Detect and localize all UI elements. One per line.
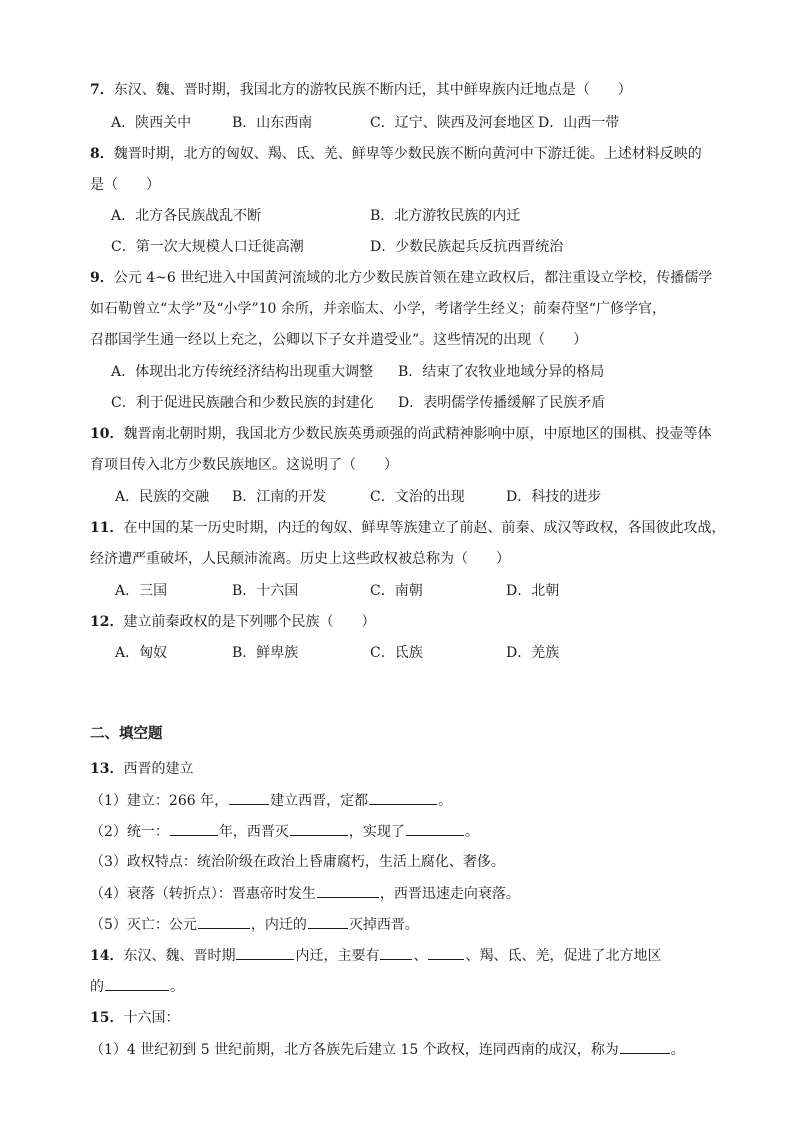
- answer-blank[interactable]: [317, 883, 379, 898]
- option-b: B．北方游牧民族的内迁: [370, 208, 521, 224]
- answer-blank[interactable]: [308, 914, 348, 929]
- question-number: 15: [90, 1010, 110, 1026]
- question-text-line2: 是（ ）: [90, 177, 160, 193]
- answer-blank[interactable]: [380, 945, 412, 960]
- question-text-line2: 育项目传入北方少数民族地区。这说明了（ ）: [90, 457, 398, 473]
- option-d: D．山西一带: [538, 115, 620, 131]
- option-a: A．民族的交融: [115, 489, 210, 505]
- option-c: C．南朝: [370, 583, 423, 599]
- answer-blank[interactable]: [170, 821, 218, 836]
- section-title: 二、填空题: [90, 725, 163, 742]
- question-title: 西晋的建立: [123, 761, 194, 777]
- question-number: 9: [90, 270, 100, 286]
- answer-blank[interactable]: [229, 790, 269, 805]
- option-d: D．少数民族起兵反抗西晋统治: [370, 239, 564, 255]
- question-text-line1: 魏晋时期，北方的匈奴、羯、氐、羌、鲜卑等少数民族不断向黄河中下游迁徙。上述材料反映的: [113, 146, 702, 162]
- q13-part-1: （1）建立：266 年， 建立西晋，定都 。: [90, 790, 452, 811]
- question-number: 12: [90, 614, 110, 630]
- question-number: 8: [90, 146, 100, 162]
- q15-part-1: （1）4 世纪初到 5 世纪前期，北方各族先后建立 15 个政权，连同西南的成汉，称为 。: [90, 1039, 685, 1060]
- answer-blank[interactable]: [105, 976, 169, 991]
- question-text: 建立前秦政权的是下列哪个民族（ ）: [123, 614, 376, 630]
- option-b: B．山东西南: [232, 115, 313, 131]
- answer-blank[interactable]: [620, 1039, 670, 1054]
- option-b: B．鲜卑族: [232, 645, 299, 661]
- answer-blank[interactable]: [406, 821, 464, 836]
- option-a: A．北方各民族战乱不断: [111, 208, 262, 224]
- option-d: D．表明儒学传播缓解了民族矛盾: [398, 395, 606, 411]
- option-c: C．第一次大规模人口迁徙高潮: [111, 239, 304, 255]
- question-number: 7: [90, 82, 100, 98]
- question-number: 14: [90, 948, 110, 964]
- option-c: C．氐族: [370, 645, 423, 661]
- question-number: 13: [90, 761, 110, 777]
- option-d: D．北朝: [506, 583, 560, 599]
- option-a: A．陕西关中: [111, 115, 192, 131]
- option-a: A．匈奴: [115, 645, 168, 661]
- question-text-line1: 公元 4~6 世纪进入中国黄河流域的北方少数民族首领在建立政权后，都注重设立学校，传播儒学: [113, 270, 713, 286]
- question-7: 7．东汉、魏、晋时期，我国北方的游牧民族不断内迁，其中鲜卑族内迁地点是（ ）: [90, 82, 632, 98]
- question-text-line2: 经济遭严重破坏，人民颠沛流离。历史上这些政权被总称为（ ）: [90, 551, 510, 567]
- q14-line2: 的 。: [90, 976, 184, 997]
- question-11: 11．在中国的某一历史时期，内迁的匈奴、鲜卑等族建立了前赵、前秦、成汉等政权，各国彼此攻战，: [90, 520, 726, 536]
- question-14: 14．东汉、魏、晋时期 内迁，主要有 、 、羯、氐、羌，促进了北方地区: [90, 945, 661, 966]
- question-10: 10．魏晋南北朝时期，我国北方少数民族英勇顽强的尚武精神影响中原，中原地区的围棋、投壶等体: [90, 426, 712, 442]
- question-9: 9．公元 4~6 世纪进入中国黄河流域的北方少数民族首领在建立政权后，都注重设立学校，传播儒学: [90, 270, 713, 286]
- q13-part-5: （5）灭亡：公元 ，内迁的 灭掉西晋。: [90, 914, 419, 935]
- question-8: 8．魏晋时期，北方的匈奴、羯、氐、羌、鲜卑等少数民族不断向黄河中下游迁徙。上述材料反映的: [90, 146, 702, 162]
- q13-part-3: （3）政权特点：统治阶级在政治上昏庸腐朽，生活上腐化、奢侈。: [90, 854, 505, 870]
- question-text-line2: 如石勒曾立“太学”及“小学”10 余所，并亲临太、小学，考诸学生经义；前秦苻坚“广修学官，: [90, 301, 667, 317]
- option-c: C．辽宁、陕西及河套地区: [370, 115, 535, 131]
- option-b: B．十六国: [232, 583, 299, 599]
- question-text-line1: 在中国的某一历史时期，内迁的匈奴、鲜卑等族建立了前赵、前秦、成汉等政权，各国彼此攻战，: [123, 520, 726, 536]
- option-d: D．科技的进步: [506, 489, 602, 505]
- option-b: B．江南的开发: [232, 489, 327, 505]
- question-title: 十六国：: [123, 1010, 180, 1026]
- q13-part-4: （4）衰落（转折点）：晋惠帝时发生 ，西晋迅速走向衰落。: [90, 883, 520, 904]
- option-c: C．利于促进民族融合和少数民族的封建化: [111, 395, 374, 411]
- q13-part-2: （2）统一： 年，西晋灭 ，实现了 。: [90, 821, 479, 842]
- answer-blank[interactable]: [198, 914, 250, 929]
- question-text-line3: 召郡国学生通一经以上充之，公卿以下子女并遣受业”。这些情况的出现（ ）: [90, 332, 588, 348]
- question-text: 东汉、魏、晋时期，我国北方的游牧民族不断内迁，其中鲜卑族内迁地点是（ ）: [113, 82, 632, 98]
- question-number: 10: [90, 426, 110, 442]
- question-13: 13．西晋的建立: [90, 761, 194, 777]
- answer-blank[interactable]: [236, 945, 294, 960]
- option-b: B．结束了农牧业地域分异的格局: [398, 364, 605, 380]
- answer-blank[interactable]: [369, 790, 437, 805]
- option-d: D．羌族: [506, 645, 560, 661]
- answer-blank[interactable]: [290, 821, 348, 836]
- answer-blank[interactable]: [428, 945, 464, 960]
- question-15: 15．十六国：: [90, 1010, 180, 1026]
- option-a: A．体现出北方传统经济结构出现重大调整: [111, 364, 374, 380]
- option-c: C．文治的出现: [370, 489, 465, 505]
- question-12: 12．建立前秦政权的是下列哪个民族（ ）: [90, 614, 376, 630]
- option-a: A．三国: [115, 583, 168, 599]
- question-text-line1: 魏晋南北朝时期，我国北方少数民族英勇顽强的尚武精神影响中原，中原地区的围棋、投壶等体: [123, 426, 712, 442]
- question-number: 11: [90, 520, 110, 536]
